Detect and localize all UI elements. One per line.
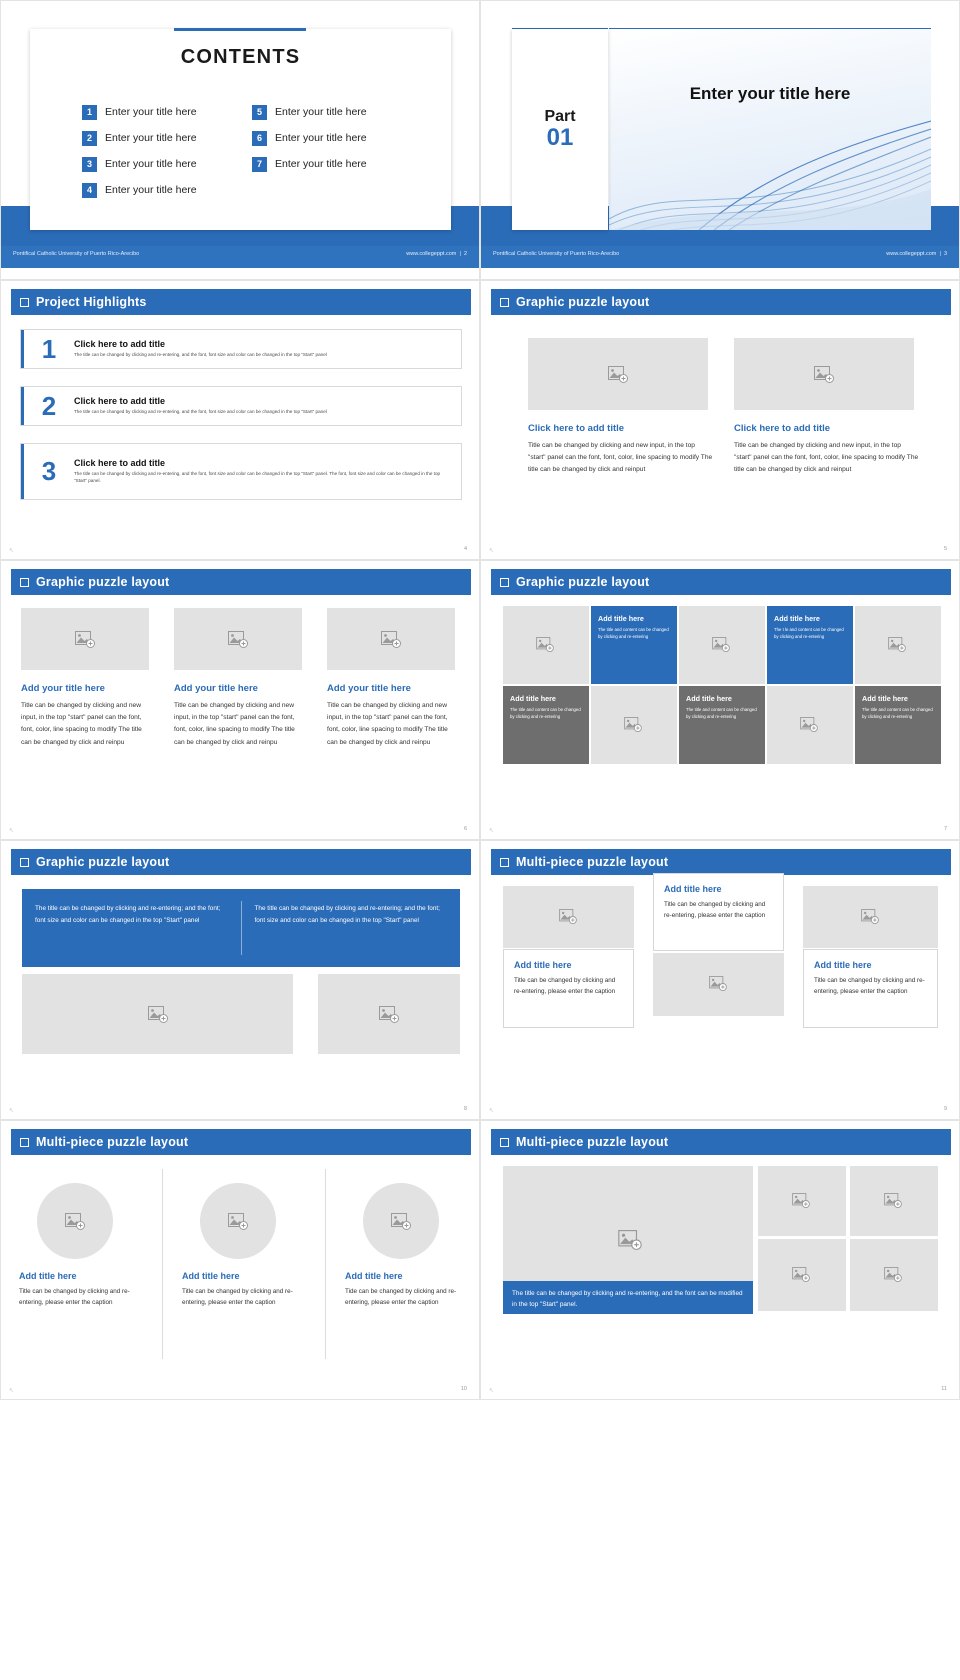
image-icon <box>712 637 732 654</box>
contents-list <box>82 99 412 203</box>
tile-gray[interactable] <box>503 686 589 764</box>
header-title: Graphic puzzle layout <box>36 575 170 589</box>
band-text-right: The title can be changed by clicking and re-entering; and the font; font size and color can be changed in the top "Start" panel <box>254 905 440 924</box>
highlight-row[interactable] <box>20 386 462 426</box>
slide-header <box>11 849 471 875</box>
slide-section-divider <box>480 0 960 280</box>
slide-graphic-puzzle-two <box>480 280 960 560</box>
slide-header <box>491 849 951 875</box>
corner-mark: ↖ <box>489 1388 495 1394</box>
image-icon <box>65 1213 85 1230</box>
item-number: 2 <box>82 131 97 146</box>
slide-multi-piece-a <box>480 840 960 1120</box>
corner-mark: ↖ <box>489 1108 495 1114</box>
tile-title: Add title here <box>510 694 556 703</box>
tile-title: Add title here <box>686 694 732 703</box>
card-title: Add title here <box>814 960 872 970</box>
item-label: Enter your title here <box>105 132 197 144</box>
image-placeholder[interactable] <box>734 338 914 410</box>
page-number: 6 <box>463 826 467 832</box>
image-placeholder[interactable] <box>318 974 460 1054</box>
row-title: Click here to add title <box>74 396 166 407</box>
corner-mark: ↖ <box>9 828 15 834</box>
item-label: Enter your title here <box>275 158 367 170</box>
row-number: 1 <box>41 333 57 364</box>
caption-card[interactable] <box>653 873 784 951</box>
image-icon <box>792 1267 812 1284</box>
header-title: Multi-piece puzzle layout <box>516 1135 669 1149</box>
list-item[interactable] <box>252 151 422 177</box>
image-placeholder[interactable] <box>758 1166 846 1236</box>
block-desc: Title can be changed by clicking and new input, in the top "start" panel can the font, font, color, line spacing to modify The title can be changed by click and reinpu <box>174 702 295 746</box>
image-icon <box>75 631 95 648</box>
bullet-square-icon <box>500 578 509 587</box>
part-card <box>512 29 608 230</box>
image-placeholder[interactable] <box>591 686 677 764</box>
tile-desc: The title and content can be changed by clicking and re-entering <box>598 627 669 639</box>
image-icon <box>381 631 401 648</box>
block-title: Add title here <box>345 1271 403 1281</box>
block-desc: Title can be changed by clicking and new input, in the top "start" panel can the font, font, color, line spacing to modify The title can be changed by click and reinput <box>734 442 919 474</box>
image-placeholder[interactable] <box>503 886 634 948</box>
bullet-square-icon <box>20 578 29 587</box>
image-placeholder[interactable] <box>855 606 941 684</box>
image-icon <box>618 1230 638 1247</box>
bullet-square-icon <box>20 298 29 307</box>
wave-graphic <box>609 29 931 230</box>
page-number: 4 <box>463 546 467 552</box>
footer-url: www.collegeppt.com | 2 <box>406 251 467 257</box>
header-title: Graphic puzzle layout <box>516 575 650 589</box>
slide-multi-piece-circles <box>0 1120 480 1400</box>
card-desc: Title can be changed by clicking and re-entering, please enter the caption <box>514 977 616 996</box>
caption-banner <box>503 1281 753 1314</box>
list-item[interactable] <box>82 99 252 125</box>
row-number: 2 <box>41 390 57 421</box>
image-icon <box>559 909 579 926</box>
row-desc: The title can be changed by clicking and re-entering, and the font, font size and color can be changed in the top "Start" panel. The font, font size and color can be changed in the top "Start" panel. <box>74 471 441 483</box>
caption-card[interactable] <box>803 949 938 1028</box>
text-block <box>19 1271 139 1309</box>
footer-url: www.collegeppt.com | 3 <box>886 251 947 257</box>
page-number: 11 <box>941 1386 947 1392</box>
slide-header <box>491 569 951 595</box>
image-placeholder[interactable] <box>21 608 149 670</box>
image-icon <box>391 1213 411 1230</box>
block-desc: Title can be changed by clicking and re-entering, please enter the caption <box>19 1288 130 1307</box>
row-title: Click here to add title <box>74 458 166 469</box>
block-desc: Title can be changed by clicking and new input, in the top "start" panel can the font, font, color, line spacing to modify The title can be changed by click and reinput <box>528 442 713 474</box>
corner-mark: ↖ <box>489 828 495 834</box>
list-item[interactable] <box>82 125 252 151</box>
divider <box>325 1169 326 1359</box>
tile-desc: The title and content can be changed by clicking and re-entering <box>510 707 581 719</box>
title-underline <box>174 28 306 31</box>
tile-desc: The title and content can be changed by clicking and re-entering <box>862 707 933 719</box>
row-title: Click here to add title <box>74 339 166 350</box>
bullet-square-icon <box>500 858 509 867</box>
list-item[interactable] <box>82 177 252 203</box>
image-icon <box>884 1267 904 1284</box>
header-title: Multi-piece puzzle layout <box>516 855 669 869</box>
highlight-row[interactable] <box>20 329 462 369</box>
contents-card <box>30 29 451 230</box>
page-number: 7 <box>943 826 947 832</box>
list-item[interactable] <box>252 99 422 125</box>
footer-institution: Pontifical Catholic University of Puerto Rico-Arecibo <box>493 251 620 257</box>
image-placeholder[interactable] <box>767 686 853 764</box>
block-title: Click here to add title <box>734 423 831 434</box>
block-title: Add your title here <box>174 683 258 694</box>
card-title: Add title here <box>514 960 572 970</box>
bullet-square-icon <box>20 1138 29 1147</box>
image-icon <box>536 637 556 654</box>
block-desc: Title can be changed by clicking and new input, in the top "start" panel can the font, font, color, line spacing to modify The title can be changed by click and reinpu <box>21 702 142 746</box>
image-icon <box>624 717 644 734</box>
image-icon <box>709 976 729 993</box>
card-desc: Title can be changed by clicking and re-entering, please enter the caption <box>664 901 766 920</box>
part-number: 01 <box>546 124 574 152</box>
list-item[interactable] <box>82 151 252 177</box>
page-number: 9 <box>943 1106 947 1112</box>
block-desc: Title can be changed by clicking and re-entering, please enter the caption <box>182 1288 293 1307</box>
image-placeholder[interactable] <box>653 953 784 1016</box>
image-placeholder[interactable] <box>503 606 589 684</box>
highlight-row[interactable] <box>20 443 462 500</box>
corner-mark: ↖ <box>489 548 495 554</box>
row-desc: The title can be changed by clicking and re-entering, and the font, font size and color can be changed in the top "Start" panel <box>74 352 327 358</box>
slide-mosaic <box>480 560 960 840</box>
part-label: Part <box>544 107 576 125</box>
header-title: Multi-piece puzzle layout <box>36 1135 189 1149</box>
image-icon <box>608 366 628 383</box>
image-placeholder[interactable] <box>327 608 455 670</box>
image-icon <box>861 909 881 926</box>
text-block <box>345 1271 465 1309</box>
image-placeholder[interactable] <box>174 608 302 670</box>
row-number: 3 <box>41 456 57 486</box>
row-desc: The title can be changed by clicking and re-entering, and the font, font size and color can be changed in the top "Start" panel <box>74 409 327 415</box>
slide-header <box>491 1129 951 1155</box>
item-number: 6 <box>252 131 267 146</box>
bullet-square-icon <box>500 1138 509 1147</box>
mosaic-grid <box>503 606 941 764</box>
header-title: Project Highlights <box>36 295 147 309</box>
slide-project-highlights <box>0 280 480 560</box>
image-icon <box>228 631 248 648</box>
image-placeholder-circle[interactable] <box>200 1183 276 1259</box>
slide-header <box>11 289 471 315</box>
page-number: 5 <box>943 546 947 552</box>
slide-header <box>491 289 951 315</box>
text-block <box>174 683 304 749</box>
caption-card[interactable] <box>503 949 634 1028</box>
row-text <box>74 458 461 485</box>
text-block <box>21 683 151 749</box>
tile-title: Add title here <box>774 614 820 623</box>
bullet-square-icon <box>20 858 29 867</box>
corner-mark: ↖ <box>9 1388 15 1394</box>
image-placeholder-circle[interactable] <box>37 1183 113 1259</box>
item-label: Enter your title here <box>275 106 367 118</box>
item-number: 1 <box>82 105 97 120</box>
text-block <box>327 683 457 749</box>
bullet-square-icon <box>500 298 509 307</box>
text-block <box>182 1271 302 1309</box>
image-icon <box>228 1213 248 1230</box>
image-icon <box>379 1006 399 1023</box>
row-text <box>74 396 461 416</box>
decorative-wave-panel <box>609 29 931 230</box>
footer-institution: Pontifical Catholic University of Puerto Rico-Arecibo <box>13 251 140 257</box>
section-heading: Enter your title here <box>689 84 851 103</box>
footer-bar <box>1 246 480 268</box>
header-title: Graphic puzzle layout <box>36 855 170 869</box>
corner-mark: ↖ <box>9 548 15 554</box>
image-placeholder[interactable] <box>850 1239 938 1311</box>
page-title: CONTENTS <box>180 46 301 68</box>
slide-contents <box>0 0 480 280</box>
item-number: 5 <box>252 105 267 120</box>
slide-header <box>11 569 471 595</box>
item-number: 7 <box>252 157 267 172</box>
image-placeholder[interactable] <box>679 606 765 684</box>
block-desc: Title can be changed by clicking and new input, in the top "start" panel can the font, font, color, line spacing to modify The title can be changed by click and reinpu <box>327 702 448 746</box>
block-title: Add your title here <box>327 683 411 694</box>
slide-text-over-images <box>0 840 480 1120</box>
block-desc: Tide can be changed by clicking and re-entering, please enter the caption <box>345 1288 457 1307</box>
item-label: Enter your title here <box>105 184 197 196</box>
image-icon <box>884 1193 904 1210</box>
card-desc: Title can be changed by clicking and re-entering, please enter the caption <box>814 977 925 996</box>
image-placeholder[interactable] <box>758 1239 846 1311</box>
tile-title: Add title here <box>598 614 644 623</box>
caption-text: The title can be changed by clicking and re-entering, and the font can be modified in the top "Start" panel. <box>512 1290 743 1309</box>
block-title: Click here to add title <box>528 423 625 434</box>
card-title: Add title here <box>664 884 722 894</box>
image-icon <box>792 1193 812 1210</box>
image-placeholder-circle[interactable] <box>363 1183 439 1259</box>
tile-title: Add title here <box>862 694 908 703</box>
blue-text-band <box>22 889 460 967</box>
tile-blue[interactable] <box>591 606 677 684</box>
item-label: Enter your title here <box>105 158 197 170</box>
image-icon <box>800 717 820 734</box>
tile-blue[interactable] <box>767 606 853 684</box>
tile-desc: The title and content can be changed by clicking and re-entering <box>686 707 757 719</box>
slide-graphic-puzzle-three <box>0 560 480 840</box>
image-placeholder[interactable] <box>803 886 938 948</box>
image-icon <box>888 637 908 654</box>
item-number: 4 <box>82 183 97 198</box>
text-block <box>734 423 919 477</box>
corner-mark: ↖ <box>9 1108 15 1114</box>
band-text-left: The title can be changed by clicking and re-entering; and the font; font size and color can be changed in the top "Start" panel <box>35 905 221 924</box>
tile-gray[interactable] <box>855 686 941 764</box>
item-label: Enter your title here <box>105 106 197 118</box>
block-title: Add title here <box>182 1271 240 1281</box>
text-block <box>528 423 713 477</box>
image-icon <box>148 1006 168 1023</box>
item-label: Enter your title here <box>275 132 367 144</box>
tile-desc: The t le and content can be changed by clicking and re-entering <box>774 627 844 639</box>
item-number: 3 <box>82 157 97 172</box>
header-title: Graphic puzzle layout <box>516 295 650 309</box>
image-icon <box>814 366 834 383</box>
tile-gray[interactable] <box>679 686 765 764</box>
image-placeholder[interactable] <box>528 338 708 410</box>
block-title: Add title here <box>19 1271 77 1281</box>
image-placeholder[interactable] <box>850 1166 938 1236</box>
slide-multi-piece-b <box>480 1120 960 1400</box>
row-text <box>74 339 461 359</box>
page-number: 8 <box>463 1106 467 1112</box>
page-number: 10 <box>460 1386 467 1392</box>
footer-bar <box>481 246 960 268</box>
image-placeholder[interactable] <box>22 974 293 1054</box>
slide-header <box>11 1129 471 1155</box>
list-item[interactable] <box>252 125 422 151</box>
divider <box>162 1169 163 1359</box>
block-title: Add your title here <box>21 683 105 694</box>
